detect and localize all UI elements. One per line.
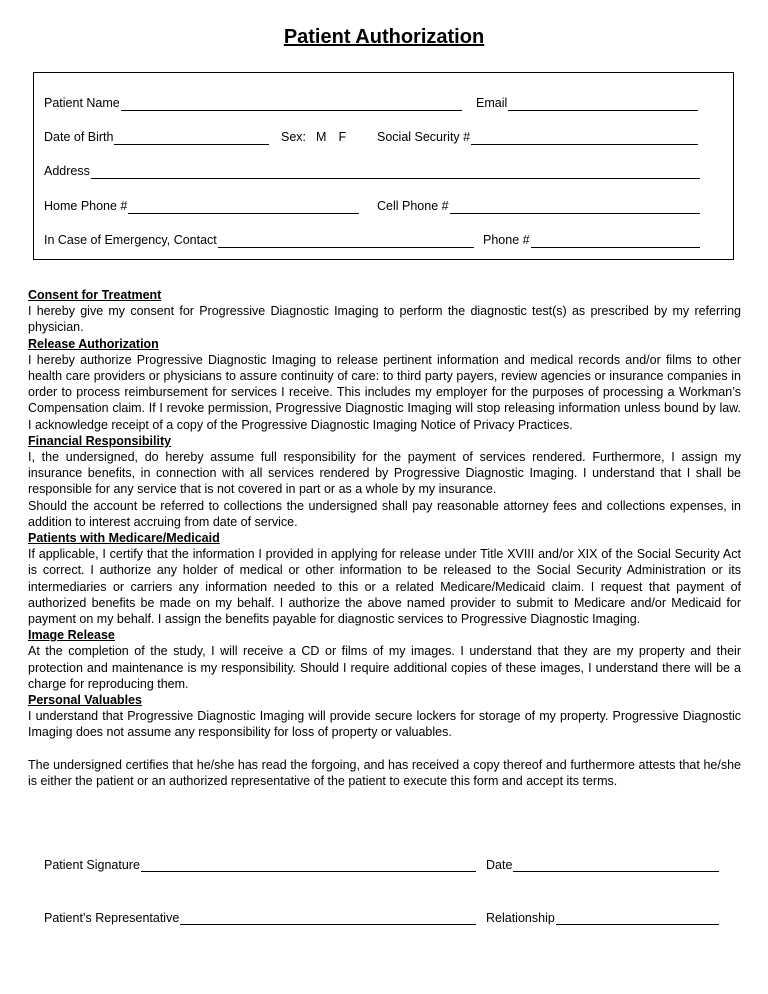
patient-name-field[interactable] — [44, 95, 462, 111]
cell-phone-label: Cell Phone # — [377, 199, 449, 213]
section-heading: Patients with Medicare/Medicaid — [28, 531, 220, 546]
section-medicare — [28, 530, 741, 627]
home-phone-label: Home Phone # — [44, 199, 128, 213]
page-title: Patient Authorization — [283, 26, 485, 48]
home-phone-field[interactable] — [44, 198, 359, 214]
patient-name-line[interactable] — [121, 98, 462, 111]
address-label: Address — [44, 164, 90, 178]
address-line[interactable] — [91, 166, 700, 179]
sex-field — [281, 129, 361, 145]
cell-phone-line[interactable] — [450, 201, 700, 214]
sex-label: Sex: — [281, 130, 307, 144]
section-heading: Release Authorization — [28, 336, 159, 351]
cell-phone-field[interactable] — [377, 198, 700, 214]
section-image-release — [28, 627, 741, 692]
email-field[interactable] — [476, 95, 698, 111]
patient-signature-line[interactable] — [141, 859, 476, 872]
representative-label: Patient’s Representative — [44, 911, 180, 925]
ssn-field[interactable] — [377, 129, 698, 145]
date-field[interactable] — [486, 856, 719, 872]
emergency-phone-label: Phone # — [483, 233, 530, 247]
certification-statement: The undersigned certifies that he/she has read the forgoing, and has received a copy thereof and furthermore attests that he/she is either the patient or an authorized representative of the patient to execute this form and accept its terms. — [28, 757, 741, 788]
representative-line[interactable] — [180, 912, 476, 925]
emergency-phone-field[interactable] — [483, 232, 700, 248]
section-paragraph: I hereby give my consent for Progressive Diagnostic Imaging to perform the diagnostic test(s) as prescribed by my referring physician. — [28, 304, 741, 335]
patient-signature-label: Patient Signature — [44, 858, 140, 872]
relationship-field[interactable] — [486, 909, 719, 925]
row-dob-sex-ssn — [44, 129, 723, 145]
sex-option-m[interactable]: M — [316, 130, 327, 144]
email-line[interactable] — [508, 98, 698, 111]
section-financial — [28, 433, 741, 530]
section-paragraph: I understand that Progressive Diagnostic Imaging will provide secure lockers for storage of my property. Progressive Diagnostic Imaging does not assume any responsibility for loss of property or valuables. — [28, 709, 741, 740]
patient-signature-field[interactable] — [44, 856, 476, 872]
sex-option-f[interactable]: F — [338, 130, 347, 144]
emergency-contact-field[interactable] — [44, 232, 474, 248]
section-paragraph: At the completion of the study, I will receive a CD or films of my images. I understand that they are my property and their protection and maintenance is my responsibility. Should I require additional copies of these images, I understand there will be a charge for reproducing them. — [28, 644, 741, 691]
emergency-phone-line[interactable] — [531, 235, 700, 248]
emergency-contact-label: In Case of Emergency, Contact — [44, 233, 217, 247]
patient-info-box — [33, 72, 734, 260]
section-paragraph: I hereby authorize Progressive Diagnostic Imaging to release pertinent information and medical records and/or films to other health care providers or physicians to assure continuity of care: to third party payers, review agencies or insurance companies in order to process reimbursement for services I receive. This includes my employer for the purposes of processing a Workman’s Compensation claim. If I revoke permission, Progressive Diagnostic Imaging will stop releasing information unless bound by law. I acknowledge receipt of a copy of the Progressive Diagnostic Imaging Notice of Privacy Practices. — [28, 352, 741, 432]
date-label: Date — [486, 858, 513, 872]
section-heading: Financial Responsibility — [28, 433, 172, 448]
section-paragraph: I, the undersigned, do hereby assume full responsibility for the payment of services rendered. Furthermore, I assign my insurance benefits, in connection with all services rendered by Progressive Diagnostic Imaging. I understand that I shall be responsible for any service that is not covered in part or as a whole by my insurance. — [28, 450, 741, 497]
row-name-email — [44, 95, 723, 111]
section-paragraph: If applicable, I certify that the information I provided in applying for release under Title XVIII and/or XIX of the Social Security Act is correct. I authorize any holder of medical or other information to be released to the Social Security Administration or its intermediaries or carriers any information needed to this or a related Medicare/Medicaid claim. I request that payment of authorized benefits be made on my behalf. I authorize the above named provider to submit to Medicare and/or Medicaid for payment on my behalf. I assign the benefits payable for diagnostic services to Progressive Diagnostic Imaging. — [28, 547, 741, 627]
date-line[interactable] — [513, 859, 719, 872]
emergency-contact-line[interactable] — [218, 235, 474, 248]
signature-row — [44, 856, 724, 872]
dob-line[interactable] — [114, 132, 269, 145]
relationship-line[interactable] — [556, 912, 719, 925]
section-consent — [28, 287, 741, 336]
section-paragraph: Should the account be referred to collections the undersigned shall pay reasonable attorney fees and collections expenses, in addition to interest accruing from date of service. — [28, 498, 741, 529]
section-heading: Image Release — [28, 628, 115, 643]
ssn-label: Social Security # — [377, 130, 471, 144]
row-phones — [44, 198, 723, 214]
ssn-line[interactable] — [471, 132, 698, 145]
section-heading: Personal Valuables — [28, 693, 142, 708]
home-phone-line[interactable] — [128, 201, 359, 214]
row-emergency — [44, 232, 723, 248]
terms-body — [28, 287, 741, 789]
section-release — [28, 336, 741, 433]
relationship-label: Relationship — [486, 911, 555, 925]
representative-row — [44, 909, 724, 925]
address-field[interactable] — [44, 163, 700, 179]
representative-field[interactable] — [44, 909, 476, 925]
row-address — [44, 163, 723, 179]
email-label: Email — [476, 96, 508, 110]
patient-name-label: Patient Name — [44, 96, 120, 110]
section-valuables — [28, 692, 741, 741]
section-heading: Consent for Treatment — [28, 288, 162, 302]
dob-field[interactable] — [44, 129, 269, 145]
dob-label: Date of Birth — [44, 130, 114, 144]
